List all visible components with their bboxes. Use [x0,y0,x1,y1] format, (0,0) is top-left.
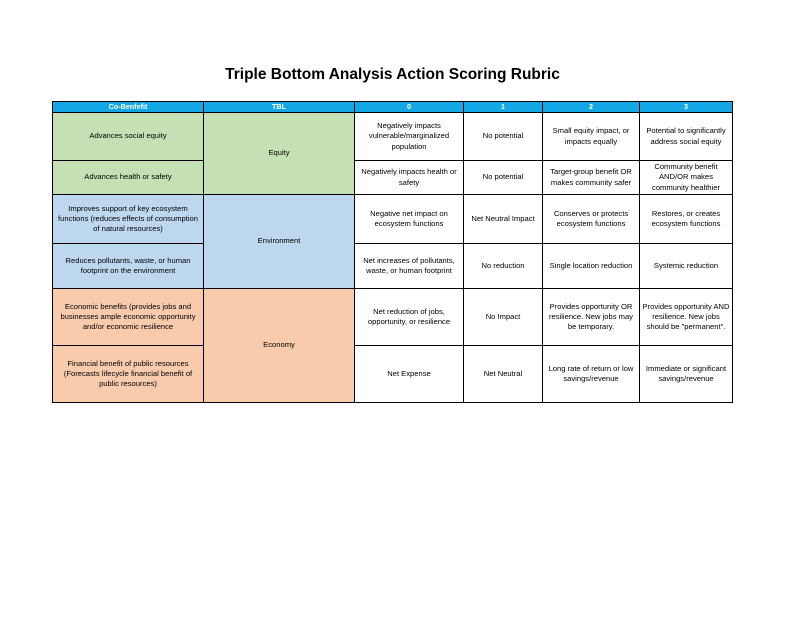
score-1-cell: No potential [464,161,543,195]
cobenefit-cell: Improves support of key ecosystem functions (reduces effects of consumption of natural resources) [53,195,204,244]
table-row [53,195,733,244]
cobenefit-cell: Advances health or safety [53,161,204,195]
page-title: Triple Bottom Analysis Action Scoring Rubric [225,66,560,83]
score-2-cell: Target-group benefit OR makes community safer [543,161,640,195]
score-1-cell: No potential [464,113,543,161]
score-3-cell: Restores, or creates ecosystem functions [640,195,733,244]
header-tbl: TBL [204,102,355,113]
score-2-cell: Long rate of return or low savings/revenue [543,346,640,403]
score-0-cell: Negative net impact on ecosystem functions [355,195,464,244]
table-header-row [53,102,733,113]
score-2-cell: Conserves or protects ecosystem functions [543,195,640,244]
score-1-cell: Net Neutral [464,346,543,403]
tbl-category-cell: Economy [204,289,355,403]
score-3-cell: Immediate or significant savings/revenue [640,346,733,403]
score-3-cell: Provides opportunity AND resilience. New jobs should be "permanent". [640,289,733,346]
score-0-cell: Net reduction of jobs, opportunity, or resilience [355,289,464,346]
tbl-category-cell: Equity [204,113,355,195]
header-score-2: 2 [543,102,640,113]
cobenefit-cell: Financial benefit of public resources (Forecasts lifecycle financial benefit of public resources) [53,346,204,403]
header-co-benefit: Co-Benfefit [53,102,204,113]
score-1-cell: No reduction [464,244,543,289]
score-3-cell: Systemic reduction [640,244,733,289]
table-row [53,289,733,346]
score-0-cell: Negatively impacts vulnerable/marginalized population [355,113,464,161]
table-row [53,161,733,195]
cobenefit-cell: Reduces pollutants, waste, or human footprint on the environment [53,244,204,289]
header-score-3: 3 [640,102,733,113]
score-3-cell: Potential to significantly address social equity [640,113,733,161]
score-0-cell: Net increases of pollutants, waste, or human footprint [355,244,464,289]
score-1-cell: Net Neutral Impact [464,195,543,244]
header-score-0: 0 [355,102,464,113]
score-2-cell: Small equity impact, or impacts equally [543,113,640,161]
score-0-cell: Net Expense [355,346,464,403]
tbl-category-cell: Environment [204,195,355,289]
score-0-cell: Negatively impacts health or safety [355,161,464,195]
score-2-cell: Provides opportunity OR resilience. New jobs may be temporary. [543,289,640,346]
score-3-cell: Community benefit AND/OR makes community healthier [640,161,733,195]
scoring-rubric-table [52,101,733,403]
score-2-cell: Single location reduction [543,244,640,289]
header-score-1: 1 [464,102,543,113]
cobenefit-cell: Advances social equity [53,113,204,161]
cobenefit-cell: Economic benefits (provides jobs and businesses ample economic opportunity and/or economic resilience [53,289,204,346]
score-1-cell: No Impact [464,289,543,346]
table-row [53,113,733,161]
table-row [53,244,733,289]
table-row [53,346,733,403]
